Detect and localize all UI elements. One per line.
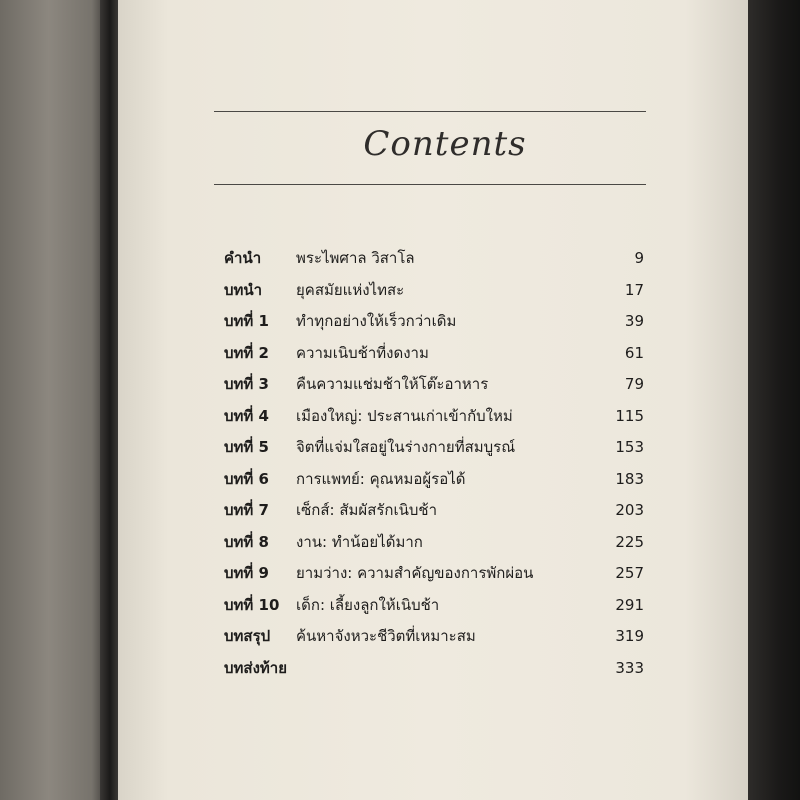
toc-entry — [224, 624, 644, 656]
toc-entry-label: บทที่ 3 — [224, 375, 269, 393]
toc-entry — [224, 593, 644, 625]
toc-entry-label: บทที่ 1 — [224, 312, 269, 330]
toc-entry-label: บทที่ 2 — [224, 343, 269, 362]
toc-entry-title: พระไพศาล วิสาโล — [296, 249, 415, 267]
toc-entry-title: จิตที่แจ่มใสอยู่ในร่างกายที่สมบูรณ์ — [296, 438, 516, 456]
bottom-rule — [214, 184, 646, 185]
toc-entry-page-number: 183 — [615, 469, 644, 488]
table-of-contents — [224, 246, 644, 687]
toc-entry-title: เซ็กส์: สัมผัสรักเนิบช้า — [296, 501, 437, 519]
toc-entry-title: คืนความแช่มช้าให้โต๊ะอาหาร — [296, 375, 489, 393]
toc-entry-page-number: 115 — [615, 406, 644, 425]
toc-entry — [224, 309, 644, 341]
toc-entry-title: ความเนิบช้าที่งดงาม — [296, 343, 429, 362]
page-edge-shadow — [748, 0, 800, 800]
toc-entry-label: บทสรุป — [224, 627, 271, 645]
toc-entry — [224, 530, 644, 562]
toc-entry-page-number: 61 — [624, 343, 644, 362]
toc-entry-label: บทที่ 10 — [224, 595, 280, 614]
toc-entry-label: บทที่ 8 — [224, 532, 269, 551]
toc-entry-page-number: 333 — [615, 658, 644, 677]
toc-entry-title: การแพทย์: คุณหมอผู้รอได้ — [296, 469, 466, 488]
toc-entry-label: บทที่ 7 — [224, 501, 269, 519]
toc-entry — [224, 656, 644, 688]
toc-entry — [224, 278, 644, 310]
toc-entry-page-number: 17 — [624, 280, 644, 299]
toc-entry-title: เด็ก: เลี้ยงลูกให้เนิบช้า — [296, 595, 440, 614]
toc-entry-label: บทที่ 4 — [224, 406, 269, 425]
toc-entry-label: คำนำ — [224, 249, 262, 267]
toc-entry-label: บทที่ 6 — [224, 469, 269, 488]
toc-entry — [224, 372, 644, 404]
contents-heading: Contents — [363, 124, 527, 164]
toc-entry — [224, 246, 644, 278]
toc-entry-title: ยุคสมัยแห่งไทสะ — [296, 280, 405, 299]
toc-entry-page-number: 291 — [615, 595, 644, 614]
toc-entry — [224, 404, 644, 436]
toc-entry-page-number: 225 — [615, 532, 644, 551]
toc-entry-page-number: 203 — [615, 501, 644, 519]
toc-entry — [224, 467, 644, 499]
toc-entry-label: บทนำ — [224, 280, 263, 299]
toc-entry-page-number: 9 — [634, 249, 644, 267]
toc-entry-title: ทำทุกอย่างให้เร็วกว่าเดิม — [296, 312, 457, 330]
toc-entry — [224, 435, 644, 467]
toc-entry-page-number: 153 — [615, 438, 644, 456]
toc-entry-title: เมืองใหญ่: ประสานเก่าเข้ากับใหม่ — [296, 406, 513, 425]
toc-entry-page-number: 257 — [615, 564, 644, 582]
toc-entry-title: งาน: ทำน้อยได้มาก — [296, 532, 423, 551]
toc-entry — [224, 561, 644, 593]
toc-entry-label: บทที่ 9 — [224, 564, 269, 582]
toc-entry-title: ค้นหาจังหวะชีวิตที่เหมาะสม — [296, 627, 476, 645]
toc-entry — [224, 498, 644, 530]
left-page — [0, 0, 108, 800]
toc-entry-page-number: 39 — [624, 312, 644, 330]
toc-entry-page-number: 79 — [624, 375, 644, 393]
toc-entry — [224, 341, 644, 373]
top-rule — [214, 111, 646, 112]
toc-entry-label: บทส่งท้าย — [224, 658, 287, 677]
toc-entry-page-number: 319 — [615, 627, 644, 645]
toc-entry-title: ยามว่าง: ความสำคัญของการพักผ่อน — [296, 564, 534, 582]
toc-entry-label: บทที่ 5 — [224, 438, 269, 456]
